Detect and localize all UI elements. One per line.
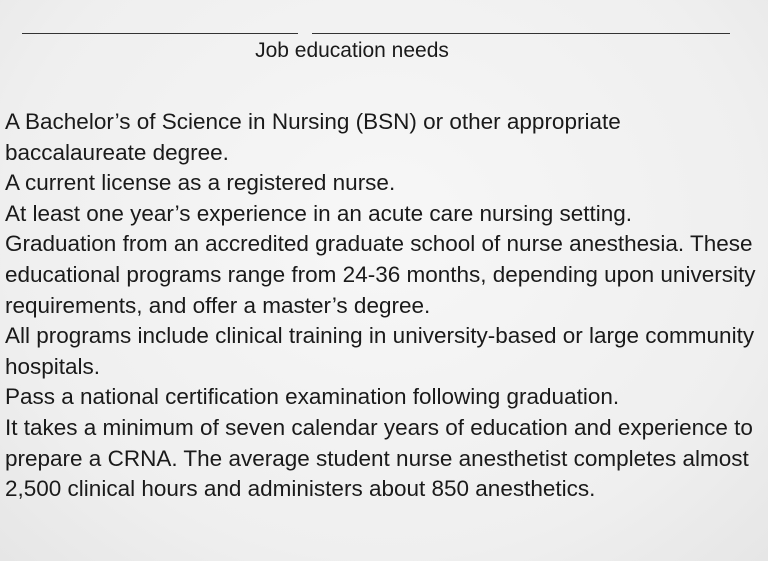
paragraph-graduate-school: Graduation from an accredited graduate school of nurse anesthesia. These educational programs range from 24-36 months, depending upon university requirements, and offer a master’s degree. <box>5 231 756 318</box>
requirements-text <box>5 107 767 505</box>
paragraph-bsn-degree: A Bachelor’s of Science in Nursing (BSN) or other appropriate baccalaureate degree. <box>5 109 621 165</box>
paragraph-education-duration: It takes a minimum of seven calendar years of education and experience to prepare a CRNA. The average student nurse anesthetist completes almost 2,500 clinical hours and administers about 850 anesthetics. <box>5 414 753 502</box>
paragraph-rn-license: A current license as a registered nurse. <box>5 170 396 196</box>
paragraph-clinical-training: All programs include clinical training in university-based or large community hospitals. <box>5 323 755 379</box>
page-title: Job education needs <box>255 39 449 62</box>
header-rule-left <box>22 33 298 34</box>
paragraph-certification-exam: Pass a national certification examination following graduation. <box>5 384 620 410</box>
header-rule-right <box>312 33 730 34</box>
paragraph-acute-care-experience: At least one year’s experience in an acute care nursing setting. <box>5 200 633 226</box>
header-rules <box>22 33 730 34</box>
